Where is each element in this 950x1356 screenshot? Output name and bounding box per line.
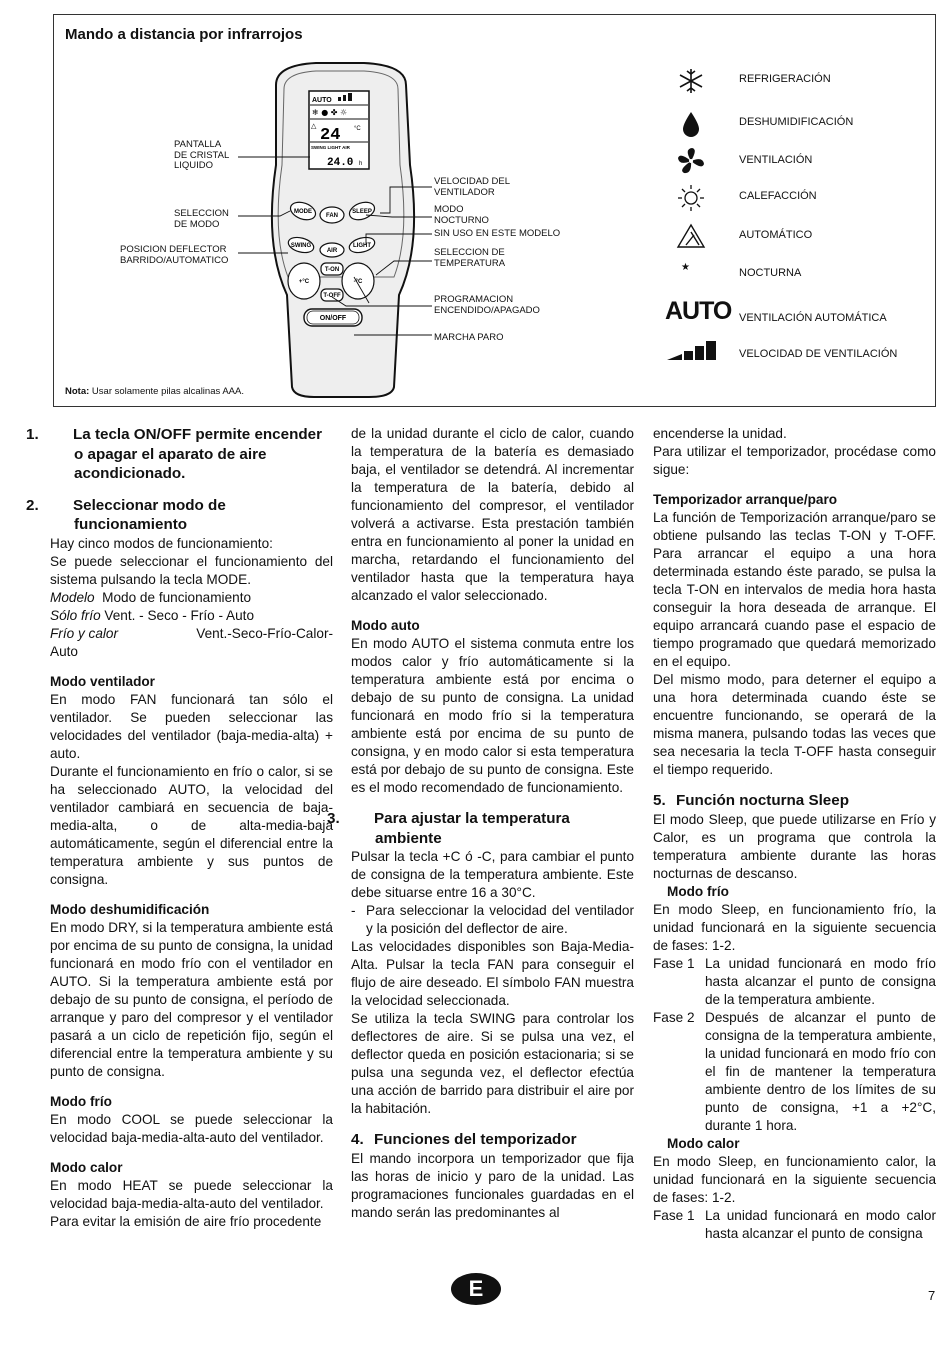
column-2 xyxy=(327,425,634,1222)
legend-refrigeracion: REFRIGERACIÓN xyxy=(739,73,831,85)
paragraph: Se utiliza la tecla SWING para controlar los deflectores de aire. Si se pulsa una vez, el deflector queda en posición estacionaria; si se pulsa una segunda vez, el deflector efectúa una acción de barrido para distribuir el aire por la habitación. xyxy=(351,1011,634,1116)
svg-text:SWING LIGHT AIR: SWING LIGHT AIR xyxy=(311,145,350,150)
paragraph: encenderse la unidad. xyxy=(653,426,787,441)
label-pantalla: PANTALLA DE CRISTAL LIQUIDO xyxy=(174,139,230,171)
paragraph: En modo FAN funcionará tan sólo el ventilador. Se pueden seleccionar las velocidades del ventilador (baja-media-alta) + auto. xyxy=(50,691,333,761)
subheading: Modo ventilador xyxy=(50,673,155,689)
paragraph: El modo Sleep, que puede utilizarse en Frío y Calor, es un programa que controla la temperatura ambiente durante las horas nocturnas de descanso. xyxy=(653,811,936,881)
paragraph: Del mismo modo, para deterner el equipo a una hora determinada cuando éste se encuentre funcionando, se operará de la misma manera, pulsando todas las veces que sea necesaria la tecla T-OFF hasta conseguir el tiempo requerido. xyxy=(653,672,936,777)
mode-table-row: Frío y calor Vent.-Seco-Frío-Calor- xyxy=(50,625,333,641)
paragraph: Pulsar la tecla +C ó -C, para cambiar el punto de consigna de la temperatura ambiente. Este debe situarse entre 16 a 30°C. xyxy=(351,849,634,900)
legend-ventilacion-automatica: VENTILACIÓN AUTOMÁTICA xyxy=(739,312,887,324)
svg-text:24.0: 24.0 xyxy=(327,157,354,169)
label-velocidad-ventilador: VELOCIDAD DEL VENTILADOR xyxy=(434,176,511,198)
fan-speed-bars-icon xyxy=(666,335,718,365)
section-4-heading: 4. Funciones del temporizador xyxy=(351,1131,577,1148)
label-marcha-paro: MARCHA PARO xyxy=(434,332,504,343)
paragraph: Para evitar la emisión de aire frío procedente xyxy=(50,1213,322,1229)
phase-item: Fase 1 La unidad funcionará en modo calor hasta alcanzar el punto de consigna xyxy=(653,1207,936,1241)
snowflake-icon xyxy=(674,66,708,96)
svg-text:MODE: MODE xyxy=(294,209,312,215)
svg-text:h: h xyxy=(359,161,363,167)
svg-text:△: △ xyxy=(311,122,317,130)
page-number: 7 xyxy=(928,1288,936,1303)
mode-table-row: Modelo Modo de funcionamiento xyxy=(50,589,252,605)
paragraph: Para utilizar el temporizador, procédase como sigue: xyxy=(653,444,936,477)
svg-text:❄ ● ✤ ☼: ❄ ● ✤ ☼ xyxy=(312,108,348,117)
paragraph: de la unidad durante el ciclo de calor, cuando la temperatura de la batería es demasiado baja, el ventilador se detendrá. Al incrementar la temperatura de la batería, debido al funcionamiento del compresor, el ventilador volverá a activarse. Esta prestación también entra en funcionamiento al poner la unidad en marcha, retardando el funcionamiento del ventilador hasta que la temperatura haya alcanzado el valor seleccionado. xyxy=(351,426,634,603)
label-modo-nocturno: MODO NOCTURNO xyxy=(434,204,489,226)
paragraph: En modo Sleep, en funcionamiento calor, la unidad funcionará en la siguiente secuencia de fases: 1-2. xyxy=(653,1153,936,1205)
subheading: Modo deshumidificación xyxy=(50,901,210,917)
language-badge: E xyxy=(451,1273,501,1305)
subheading: Modo calor xyxy=(50,1159,123,1175)
svg-text:FAN: FAN xyxy=(326,213,338,219)
paragraph: En modo COOL se puede seleccionar la velocidad baja-media-alta-auto del ventilador. xyxy=(50,1111,333,1145)
subheading: Temporizador arranque/paro xyxy=(653,492,838,507)
figure-title: Mando a distancia por infrarrojos xyxy=(65,26,303,43)
column-3 xyxy=(653,425,936,1243)
legend-velocidad-ventilacion: VELOCIDAD DE VENTILACIÓN xyxy=(739,348,898,360)
svg-text:SWING: SWING xyxy=(290,243,312,249)
phase-item: Fase 1 La unidad funcionará en modo frío hasta alcanzar el punto de consigna de la temperatura ambiente. xyxy=(653,955,936,1007)
legend-automatico: AUTOMÁTICO xyxy=(739,229,813,241)
label-seleccion-temperatura: SELECCION DE TEMPERATURA xyxy=(434,247,506,269)
section-3-heading: 3. Para ajustar la temperatura ambiente xyxy=(327,810,570,847)
paragraph: Hay cinco modos de funcionamiento: xyxy=(50,535,273,551)
phase-item: Fase 2 Después de alcanzar el punto de consigna de la temperatura ambiente, la unidad funcionará en modo frío con el fin de mantener la temperatura ambiente dentro de los límites de su punto de consigna, +1 a +2°C, durante 1 hora. xyxy=(653,1009,936,1133)
svg-text:T-ON: T-ON xyxy=(324,267,340,273)
legend-calefaccion: CALEFACCIÓN xyxy=(739,190,817,202)
paragraph: En modo AUTO el sistema conmuta entre los modos calor y frío automáticamente si la temperatura ambiente está por encima o debajo de su punto de consigna. La unidad funcionará en modo frío si la temperatura ambiente está por encima de su punto de consigna, y en modo calor si esta temperatura está por debajo de su punto de consigna. Este es el modo recomendado de funcionamiento. xyxy=(351,636,634,795)
subheading: Modo frío xyxy=(667,883,729,899)
moon-icon xyxy=(674,258,708,288)
section-2-heading: 2. Seleccionar modo de funcionamiento xyxy=(26,496,226,533)
mode-table-row: Sólo frío Vent. - Seco - Frío - Auto xyxy=(50,607,255,623)
subheading: Modo calor xyxy=(667,1135,740,1151)
paragraph: En modo Sleep, en funcionamiento frío, la unidad funcionará en la siguiente secuencia de fases: 1-2. xyxy=(653,901,936,953)
svg-text:LIGHT: LIGHT xyxy=(353,243,371,249)
auto-text-icon: AUTO xyxy=(665,297,732,325)
sun-icon xyxy=(674,183,708,213)
svg-text:T-OFF: T-OFF xyxy=(323,293,341,299)
label-programacion: PROGRAMACION ENCENDIDO/APAGADO xyxy=(434,294,540,316)
paragraph: Durante el funcionamiento en frío o calor, si se ha seleccionado AUTO, la velocidad del ventilador cambiará en secuencia de baja-media-alta, o de alta-media-baja automáticamente, según el diferencial entre la temperatura ambiente y sus puntos de consigna. xyxy=(50,763,333,887)
paragraph: El mando incorpora un temporizador que fija las horas de inicio y paro de la unidad. Las programaciones funcionales guardadas en el mando serán las predominantes al xyxy=(351,1150,634,1220)
svg-text:+°C: +°C xyxy=(298,279,310,285)
subheading: Modo auto xyxy=(351,618,420,633)
label-deflector: POSICION DEFLECTOR BARRIDO/AUTOMATICO xyxy=(120,244,229,266)
paragraph: En modo HEAT se puede seleccionar la velocidad baja-media-alta-auto del ventilador. xyxy=(50,1177,333,1211)
legend-deshumidificacion: DESHUMIDIFICACIÓN xyxy=(739,116,854,128)
svg-text:-°C: -°C xyxy=(353,279,363,285)
lcd-auto: AUTO xyxy=(312,97,332,104)
remote-figure xyxy=(53,14,936,407)
paragraph: La función de Temporización arranque/paro se obtiene pulsando las teclas T-ON y T-OFF. Para arrancar el equipo a una hora determinada estando éste parado, se pulsa la tecla T-ON en intervalos de media hora hasta conseguir la hora deseada de arranque. El equipo arrancará cuando pase el espacio de tiempo programado que quedará memorizado en el equipo. xyxy=(653,510,936,669)
drop-icon xyxy=(674,109,708,139)
section-1-heading: 1. La tecla ON/OFF permite encender o apagar el aparato de aire acondicionado. xyxy=(26,426,322,482)
auto-triangle-icon xyxy=(674,221,708,251)
paragraph: Se puede seleccionar el funcionamiento del sistema pulsando la tecla MODE. xyxy=(50,553,333,587)
column-1 xyxy=(26,425,333,1231)
label-sin-uso: SIN USO EN ESTE MODELO xyxy=(434,228,561,239)
figure-note: Nota: Usar solamente pilas alcalinas AAA. xyxy=(65,386,244,397)
legend-ventilacion: VENTILACIÓN xyxy=(739,154,813,166)
paragraph: Las velocidades disponibles son Baja-Media-Alta. Pulsar la tecla FAN para conseguir el flujo de aire deseado. El símbolo FAN muestra la velocidad seleccionada. xyxy=(351,939,634,1008)
svg-text:AIR: AIR xyxy=(326,248,338,254)
lcd-temp: 24 xyxy=(320,126,341,145)
svg-text:SLEEP: SLEEP xyxy=(352,209,372,215)
fan-icon xyxy=(674,146,708,176)
dash-item: - Para seleccionar la velocidad del ventilador y la posición del deflector de aire. xyxy=(351,903,634,936)
mode-table-row: Auto xyxy=(50,643,78,659)
svg-text:ON/OFF: ON/OFF xyxy=(319,315,347,322)
legend-nocturna: NOCTURNA xyxy=(739,267,802,279)
label-seleccion-modo: SELECCION DE MODO xyxy=(174,208,229,230)
section-5-heading: 5. Función nocturna Sleep xyxy=(653,792,849,809)
svg-text:°C: °C xyxy=(354,126,361,132)
subheading: Modo frío xyxy=(50,1093,112,1109)
paragraph: En modo DRY, si la temperatura ambiente está por encima de su punto de consigna, la unidad funcionará en modo frío con el ventilador en AUTO. Si la temperatura ambiente está por debajo de su punto de consigna, el período de arranque y paro del compresor y el ventilador pasará a un ciclo de repetición fijo, según el diferencial entre la temperatura ambiente y su punto de consigna. xyxy=(50,919,333,1079)
svg-text:★: ★ xyxy=(681,262,690,273)
